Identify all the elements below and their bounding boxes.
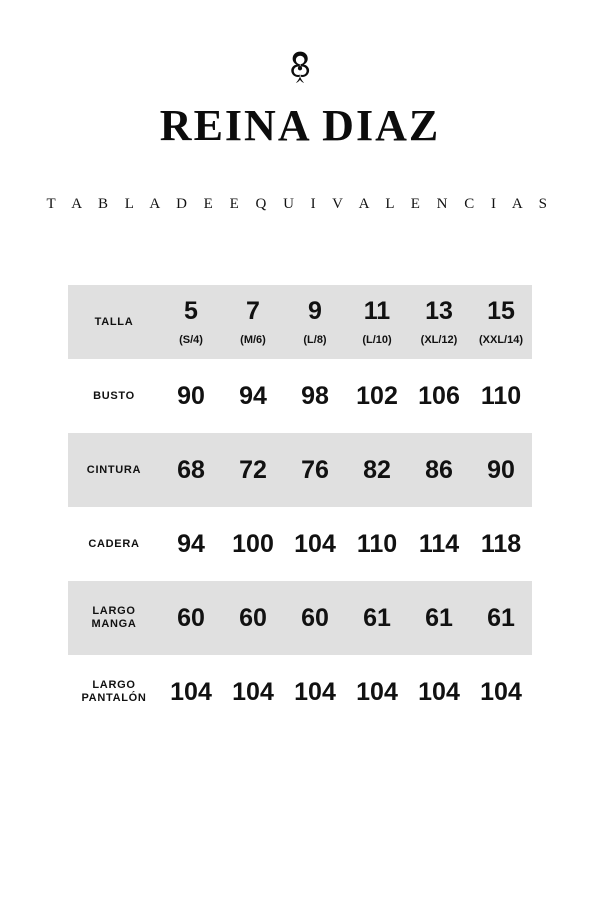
measurement-cell (222, 359, 284, 433)
measurement-value: 90 (487, 455, 515, 484)
measurement-value: 60 (301, 603, 329, 632)
measurement-value: 104 (418, 677, 460, 706)
measurement-cell (222, 507, 284, 581)
table-row (68, 507, 532, 581)
size-alt-label: (XL/12) (420, 333, 458, 346)
row-label-line1: LARGO (92, 679, 136, 692)
size-column-5 (470, 285, 532, 359)
table-row (68, 655, 532, 729)
measurement-cell (284, 359, 346, 433)
size-number: 5 (184, 296, 198, 325)
size-alt-label: (L/10) (362, 333, 392, 346)
measurement-value: 61 (363, 603, 391, 632)
measurement-cell (408, 507, 470, 581)
measurement-value: 90 (177, 381, 205, 410)
size-number: 15 (487, 296, 515, 325)
measurement-value: 94 (177, 529, 205, 558)
measurement-value: 72 (239, 455, 267, 484)
measurement-cell (160, 581, 222, 655)
table-header-row (68, 285, 532, 359)
size-column-0 (160, 285, 222, 359)
size-alt-label: (L/8) (303, 333, 327, 346)
measurement-value: 94 (239, 381, 267, 410)
measurement-value: 102 (356, 381, 398, 410)
measurement-value: 104 (294, 529, 336, 558)
measurement-cell (160, 433, 222, 507)
measurement-value: 110 (356, 529, 398, 558)
measurement-value: 68 (177, 455, 205, 484)
measurement-cell (408, 581, 470, 655)
row-label-busto: BUSTO (93, 389, 135, 402)
size-column-1 (222, 285, 284, 359)
header-row-label: TALLA (94, 315, 134, 328)
brand-logo-block (160, 48, 440, 148)
measurement-value: 104 (356, 677, 398, 706)
size-column-2 (284, 285, 346, 359)
measurement-cell (284, 507, 346, 581)
measurement-cell (160, 507, 222, 581)
row-label-cintura: CINTURA (86, 463, 142, 476)
size-column-4 (408, 285, 470, 359)
page-subtitle: T A B L A D E E Q U I V A L E N C I A S (46, 196, 554, 212)
size-number: 7 (246, 296, 260, 325)
measurement-cell (160, 359, 222, 433)
measurement-cell (408, 359, 470, 433)
row-label-line1: LARGO (92, 605, 136, 618)
row-label-line2: MANGA (91, 618, 137, 630)
measurement-value: 118 (480, 529, 522, 558)
measurement-cell (470, 581, 532, 655)
size-table-wrapper (68, 285, 532, 729)
measurement-value: 104 (480, 677, 522, 706)
measurement-cell (346, 655, 408, 729)
measurement-value: 98 (301, 381, 329, 410)
measurement-cell (346, 359, 408, 433)
measurement-value: 104 (294, 677, 336, 706)
measurement-value: 60 (177, 603, 205, 632)
measurement-value: 61 (425, 603, 453, 632)
measurement-cell (470, 655, 532, 729)
measurement-cell (284, 433, 346, 507)
measurement-value: 110 (480, 381, 522, 410)
measurement-value: 61 (487, 603, 515, 632)
measurement-cell (346, 581, 408, 655)
row-label-largo-pantalon (68, 655, 160, 729)
measurement-cell (284, 655, 346, 729)
size-alt-label: (S/4) (179, 333, 203, 346)
row-label-line2: PANTALÓN (81, 692, 147, 704)
measurement-cell (222, 655, 284, 729)
measurement-cell (470, 507, 532, 581)
measurement-cell (470, 433, 532, 507)
size-number: 11 (363, 296, 391, 325)
size-alt-label: (M/6) (240, 333, 266, 346)
measurement-value: 100 (232, 529, 274, 558)
measurement-value: 86 (425, 455, 453, 484)
brand-name: REINA DIAZ (159, 101, 441, 150)
measurement-cell (408, 433, 470, 507)
size-number: 9 (308, 296, 322, 325)
measurement-cell (346, 507, 408, 581)
clover-flower-icon (277, 48, 323, 94)
measurement-value: 104 (170, 677, 212, 706)
size-column-3 (346, 285, 408, 359)
row-label-largo-manga (68, 581, 160, 655)
measurement-cell (408, 655, 470, 729)
measurement-value: 76 (301, 455, 329, 484)
measurement-cell (222, 581, 284, 655)
measurement-value: 106 (418, 381, 460, 410)
measurement-value: 114 (418, 529, 460, 558)
measurement-value: 104 (232, 677, 274, 706)
measurement-value: 82 (363, 455, 391, 484)
size-number: 13 (425, 296, 453, 325)
measurement-cell (284, 581, 346, 655)
row-label-cadera: CADERA (88, 537, 140, 550)
size-alt-label: (XXL/14) (478, 333, 523, 346)
table-row (68, 359, 532, 433)
measurement-value: 60 (239, 603, 267, 632)
measurement-cell (346, 433, 408, 507)
table-row (68, 433, 532, 507)
measurement-cell (160, 655, 222, 729)
measurement-cell (222, 433, 284, 507)
size-equivalence-table (68, 285, 532, 729)
table-row (68, 581, 532, 655)
measurement-cell (470, 359, 532, 433)
